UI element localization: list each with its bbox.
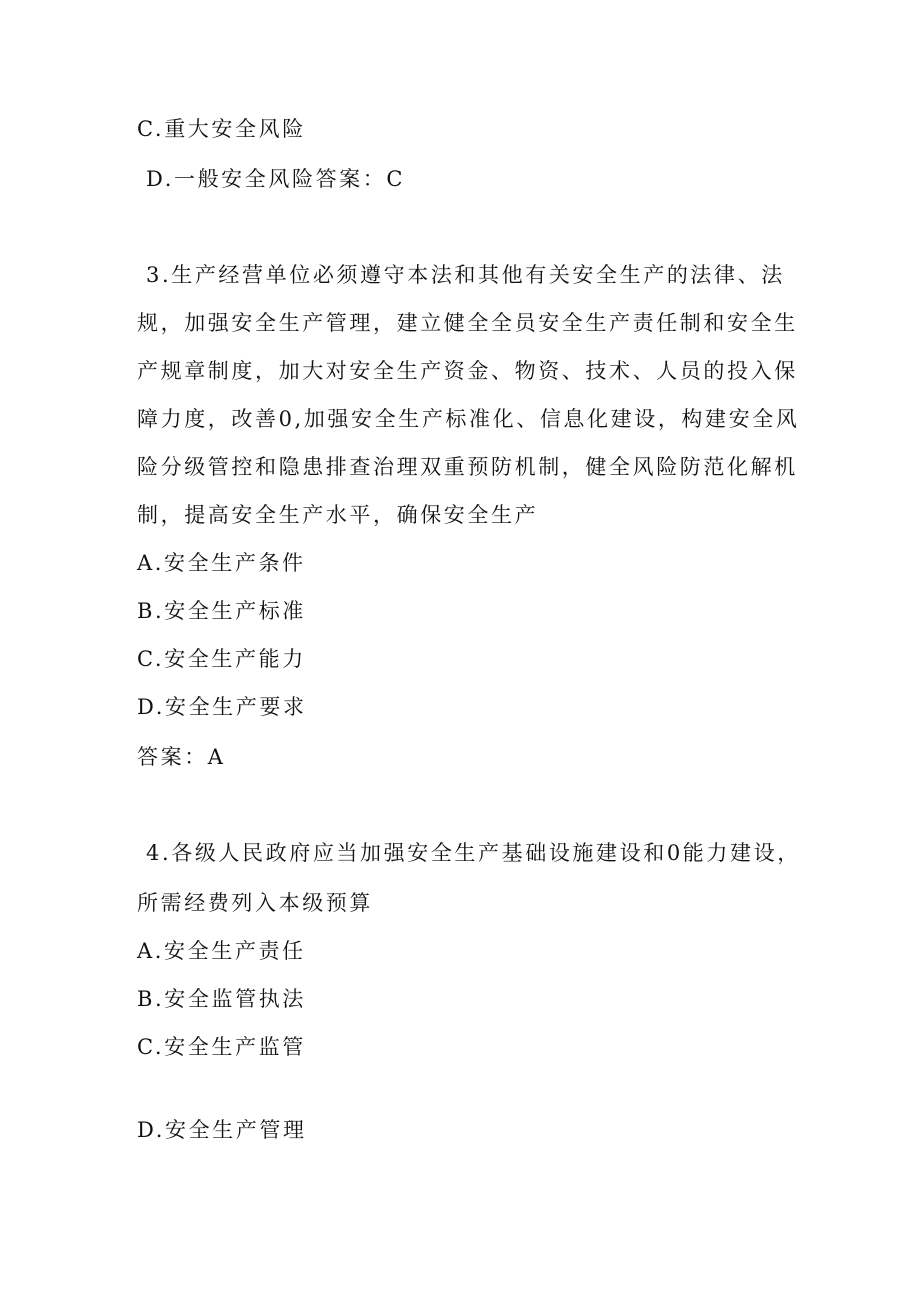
q3-stem-line: 制，提高安全生产水平，确保安全生产 bbox=[137, 503, 539, 527]
q3-option-a: A.安全生产条件 bbox=[137, 551, 306, 575]
q4-option-c: C.安全生产监管 bbox=[137, 1035, 306, 1059]
q4-option-b: B.安全监管执法 bbox=[137, 987, 306, 1011]
q4-option-d: D.安全生产管理 bbox=[137, 1118, 307, 1142]
q3-stem-line: 3.生产经营单位必须遵守本法和其他有关安全生产的法律、法 bbox=[146, 263, 785, 287]
q3-option-c: C.安全生产能力 bbox=[137, 647, 306, 671]
q4-stem-line: 所需经费列入本级预算 bbox=[137, 891, 373, 915]
q4-option-a: A.安全生产责任 bbox=[137, 939, 306, 963]
q3-stem-line: 产规章制度，加大对安全生产资金、物资、技术、人员的投入保 bbox=[137, 359, 798, 383]
q3-stem-line: 障力度，改善0,加强安全生产标准化、信息化建设，构建安全风 bbox=[137, 407, 800, 431]
q3-answer: 答案：A bbox=[137, 745, 226, 769]
q3-option-b: B.安全生产标准 bbox=[137, 599, 306, 623]
q3-stem-line: 规，加强安全生产管理，建立健全全员安全生产责任制和安全生 bbox=[137, 311, 798, 335]
q3-stem-line: 险分级管控和隐患排查治理双重预防机制，健全风险防范化解机 bbox=[137, 455, 798, 479]
q2-option-d-answer: D.一般安全风险答案：C bbox=[146, 167, 406, 191]
q3-option-d: D.安全生产要求 bbox=[137, 695, 307, 719]
q4-stem-line: 4.各级人民政府应当加强安全生产基础设施建设和0能力建设， bbox=[146, 841, 801, 865]
q2-option-c: C.重大安全风险 bbox=[137, 117, 306, 141]
